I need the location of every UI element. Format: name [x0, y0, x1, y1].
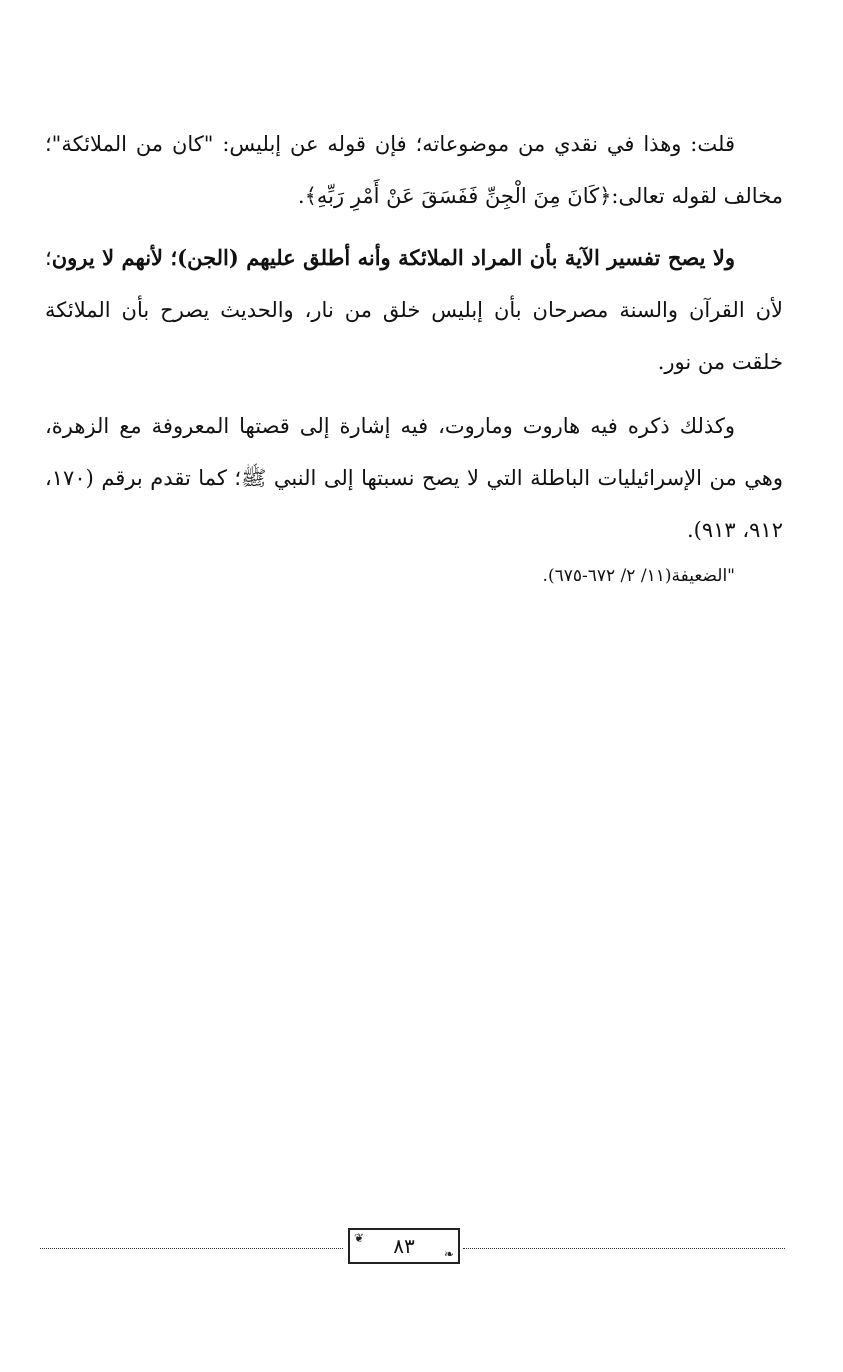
paragraph-1-text: قلت: وهذا في نقدي من موضوعاته؛ فإن قوله عن إبليس: "كان من الملائكة"؛ مخالف لقوله تعالى:﴿كَانَ مِنَ الْجِنِّ فَفَسَقَ عَنْ أَمْرِ رَبِّهِ﴾.	[45, 132, 783, 208]
paragraph-2	[45, 232, 783, 388]
page-number: ٨٣	[393, 1234, 415, 1258]
paragraph-2-bold-text: ولا يصح تفسير الآية بأن المراد الملائكة وأنه أطلق عليهم (الجن)؛ لأنهم لا يرون	[51, 245, 735, 270]
page-footer	[40, 1228, 785, 1268]
source-citation	[45, 556, 783, 596]
floral-ornament-icon: ❦	[354, 1231, 365, 1245]
page-number-frame	[348, 1228, 460, 1264]
footer-divider-right	[463, 1248, 785, 1249]
footer-divider-left	[40, 1248, 343, 1249]
paragraph-1	[45, 118, 783, 222]
paragraph-3-text: وكذلك ذكره فيه هاروت وماروت، فيه إشارة إلى قصتها المعروفة مع الزهرة، وهي من الإسرائيليات الباطلة التي لا يصح نسبتها إلى النبي ﷺ؛ كما تقدم برقم (١٧٠، ٩١٢، ٩١٣).	[45, 414, 783, 542]
source-citation-text: "الضعيفة(١١/ ٢/ ٦٧٢-٦٧٥).	[542, 566, 735, 586]
floral-ornament-icon: ❧	[443, 1247, 454, 1261]
paragraph-3	[45, 400, 783, 556]
paragraph-2-text: ؛ لأن القرآن والسنة مصرحان بأن إبليس خلق من نار، والحديث يصرح بأن الملائكة خلقت من نور.	[45, 246, 783, 374]
